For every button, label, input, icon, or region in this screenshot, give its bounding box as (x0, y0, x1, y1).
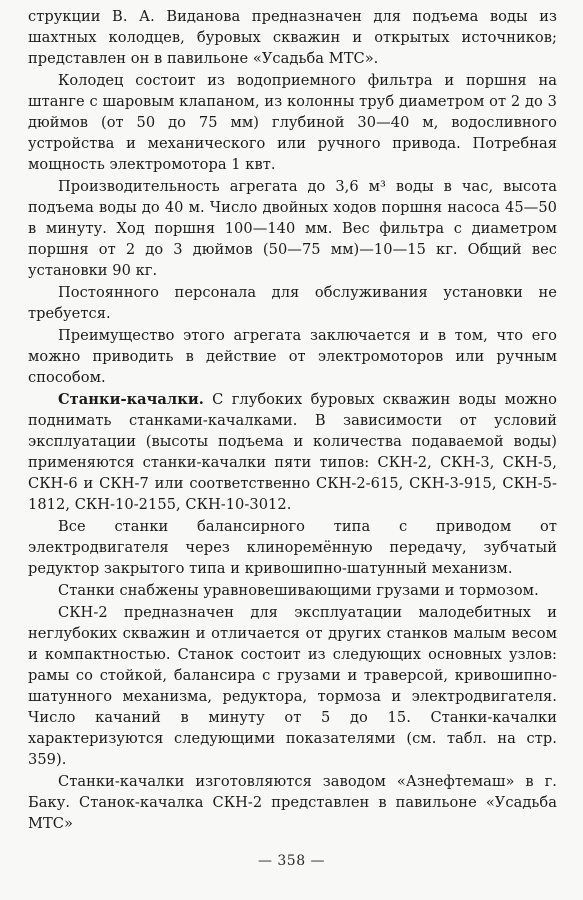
page-number: — 358 — (257, 853, 326, 869)
body-text (28, 6, 557, 834)
paragraph-3: Производительность агрегата до 3,6 м³ воды в час, высота подъема воды до 40 м. Число двойных ходов поршня насоса 45—50 в минуту. Ход поршня 100—140 мм. Вес фильтра с диаметром поршня от 2 до 3 дюймов (50—75 мм)—10—15 кг. Общий вес установки 90 кг. (28, 178, 557, 279)
paragraph-2: Колодец состоит из водоприемного фильтра и поршня на штанге с шаровым клапаном, из колонны труб диаметром от 2 до 3 дюймов (от 50 до 75 мм) глубиной 30—40 м, водосливного устройства и механического или ручного привода. Потребная мощность электромотора 1 квт. (28, 72, 557, 173)
paragraph-6-text: С глубоких буровых скважин воды можно поднимать станками-качалками. В зависимости от условий эксплуатации (высоты подъема и количества подаваемой воды) применяются станки-качалки пяти типов: СКН-2, СКН-3, СКН-5, СКН-6 и СКН-7 или соответственно СКН-2-615, СКН-3-915, СКН-5-1812, СКН-10-2155, СКН-10-3012. (28, 391, 557, 513)
paragraph-1: струкции В. А. Виданова предназначен для подъема воды из шахтных колодцев, буровых скважин и открытых источников; представлен он в павильоне «Усадьба МТС». (28, 8, 557, 67)
paragraph-5: Преимущество этого агрегата заключается и в том, что его можно приводить в действие от электромоторов или ручным способом. (28, 327, 557, 386)
paragraph-7: Все станки балансирного типа с приводом от электродвигателя через клиноремённую передачу, зубчатый редуктор закрытого типа и кривошипно-шатунный механизм. (28, 518, 557, 577)
paragraph-6 (28, 389, 557, 515)
paragraph-9: СКН-2 предназначен для эксплуатации малодебитных и неглубоких скважин и отличается от других станков малым весом и компактностью. Станок состоит из следующих основных узлов: рамы со стойкой, балансира с грузами и траверсой, кривошипно-шатунного механизма, редуктора, тормоза и электродвигателя. Число качаний в минуту от 5 до 15. Станки-качалки характеризуются следующими показателями (см. табл. на стр. 359). (28, 604, 557, 768)
paragraph-4: Постоянного персонала для обслуживания установки не требуется. (28, 284, 557, 322)
paragraph-8: Станки снабжены уравновешивающими грузами и тормозом. (58, 582, 539, 599)
paragraph-10: Станки-качалки изготовляются заводом «Азнефтемаш» в г. Баку. Станок-качалка СКН-2 представлен в павильоне «Усадьба МТС» (28, 773, 557, 832)
section-heading: Станки-качалки. (58, 391, 204, 408)
